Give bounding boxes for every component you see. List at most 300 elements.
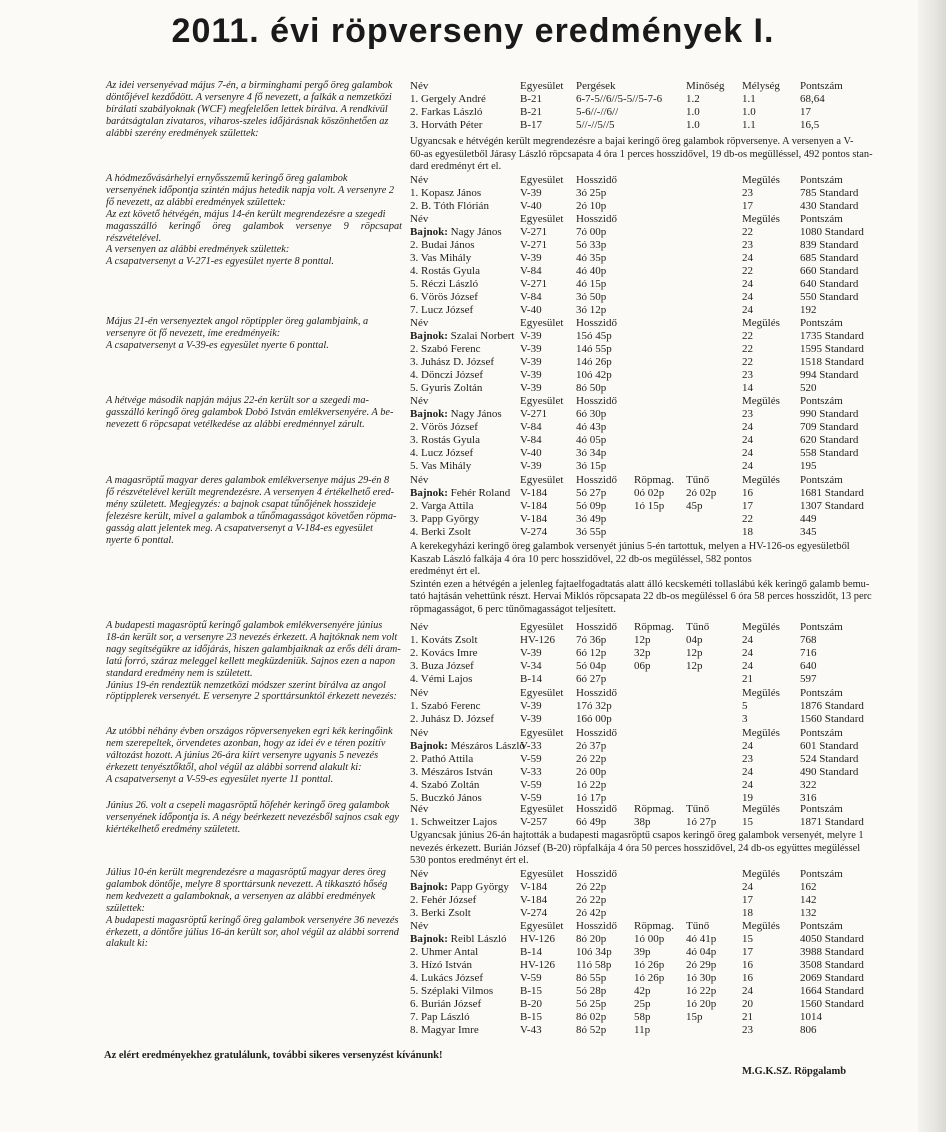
result-note: [410, 136, 890, 174]
table-row: [410, 959, 890, 972]
table-cell: 32p: [634, 647, 651, 659]
table-cell: 1014: [800, 1011, 822, 1023]
paragraph-line: Június 19-én rendeztük nemzetközi módszer szerint bírálva az angol: [106, 679, 386, 691]
table-cell: Pontszám: [800, 868, 843, 880]
table-cell: 15: [742, 816, 753, 828]
table-cell: 192: [800, 304, 817, 316]
table-cell: V-43: [520, 1024, 542, 1036]
table-cell: 1.0: [686, 106, 700, 118]
table-cell: 2ó 22p: [576, 753, 607, 765]
table-cell: 7. Pap László: [410, 1011, 470, 1023]
table-cell: Minőség: [686, 80, 725, 92]
table-cell: Pontszám: [800, 395, 843, 407]
table-cell: B-20: [520, 998, 542, 1010]
table-cell: 640: [800, 660, 817, 672]
table-row: [410, 972, 890, 985]
table-cell: 490 Standard: [800, 766, 859, 778]
table-cell: 6. Burián József: [410, 998, 482, 1010]
table-cell: 3. Buza József: [410, 660, 474, 672]
table-cell: Tűnő: [686, 474, 710, 486]
table-cell: 1ó 26p: [634, 959, 665, 971]
paragraph-line: A hétvége második napján május 22-én került sor a szegedi ma-: [106, 395, 369, 406]
table-cell: 839 Standard: [800, 239, 859, 251]
table-cell: 3508 Standard: [800, 959, 864, 971]
table-cell: 4ó 05p: [576, 434, 607, 446]
table-cell: V-39: [520, 647, 542, 659]
table-cell: 195: [800, 460, 817, 472]
table-cell: 1.1: [742, 119, 756, 131]
table-cell: 18: [742, 907, 753, 919]
table-cell: 322: [800, 779, 817, 791]
table-cell: V-59: [520, 972, 542, 984]
table-cell: 1560 Standard: [800, 998, 864, 1010]
table-cell: 2ó 02p: [686, 487, 717, 499]
table-row: [410, 187, 890, 200]
table-cell: Megülés: [742, 174, 780, 186]
table-cell: 8ó 02p: [576, 1011, 607, 1023]
paragraph-line: A hódmezővásárhelyi ernyősszemű keringő öreg galambok: [106, 173, 348, 184]
table-cell: 10ó 42p: [576, 369, 612, 381]
table-row: [410, 382, 890, 395]
table-cell: Név: [410, 803, 429, 815]
table-row: [410, 119, 890, 132]
table-row: [410, 881, 890, 894]
table-row: [410, 106, 890, 119]
table-cell: V-84: [520, 291, 542, 303]
table-row: [410, 946, 890, 959]
narrative-paragraph: [106, 316, 402, 352]
table-cell: 1. Kováts Zsolt: [410, 634, 478, 646]
paragraph-line: érkezett tenyésztőktől, ahol végül az alábbi sorrend alakult ki:: [106, 761, 362, 773]
table-cell: 23: [742, 1024, 753, 1036]
table-cell: Megülés: [742, 395, 780, 407]
paragraph-line: nem kedvezett a galamboknak, a versenyen az alábbi eredmények: [106, 890, 376, 902]
table-header-row: [410, 317, 890, 330]
table-cell: 430 Standard: [800, 200, 859, 212]
table-row: [410, 408, 890, 421]
table-cell: 1307 Standard: [800, 500, 864, 512]
table-cell: 1ó 27p: [686, 816, 717, 828]
table-cell: 4. Berki Zsolt: [410, 526, 471, 538]
table-row: [410, 239, 890, 252]
table-cell: Név: [410, 920, 429, 932]
narrative-paragraph: [106, 475, 402, 546]
result-note: [410, 541, 890, 616]
table-cell: 806: [800, 1024, 817, 1036]
table-cell: 8. Magyar Imre: [410, 1024, 479, 1036]
table-cell: 4050 Standard: [800, 933, 864, 945]
table-cell: 1876 Standard: [800, 700, 864, 712]
table-cell: 24: [742, 291, 753, 303]
table-row: [410, 330, 890, 343]
table-cell: Egyesület: [520, 687, 564, 699]
table-cell: Megülés: [742, 868, 780, 880]
table-cell: V-39: [520, 369, 542, 381]
note-line: nevezés érkezett. Burián József (B-20) röpfalkája 4 óra 50 perces hosszidővel, 24 db-os együttes megüléssel: [410, 842, 861, 854]
table-cell: 2. Pathó Attila: [410, 753, 474, 765]
table-cell: Pontszám: [800, 920, 843, 932]
table-cell: 17: [742, 200, 753, 212]
table-cell: 1ó 30p: [686, 972, 717, 984]
table-cell: 597: [800, 673, 817, 685]
table-cell: Egyesület: [520, 474, 564, 486]
table-cell: Röpmag.: [634, 621, 675, 633]
table-cell: 23: [742, 239, 753, 251]
table-cell: V-184: [520, 487, 548, 499]
table-cell: 1. Schweitzer Lajos: [410, 816, 498, 828]
note-line: dard eredményt ért el.: [410, 161, 502, 172]
table-cell: 6ó 27p: [576, 673, 607, 685]
table-cell: 14ó 26p: [576, 356, 612, 368]
table-cell: 5-6//-//6//: [576, 106, 619, 118]
table-cell: B-21: [520, 93, 542, 105]
table-cell: Röpmag.: [634, 803, 675, 815]
paragraph-line: Az idei versenyévad május 7-én, a birminghami pergő öreg galambok: [106, 80, 393, 91]
table-cell: 1560 Standard: [800, 713, 864, 725]
table-row: [410, 447, 890, 460]
table-cell: 4ó 43p: [576, 421, 607, 433]
table-row: [410, 226, 890, 239]
paragraph-line: röptipplerek versenyét. E versenyre 2 sporttársunktól érkezett nevezés:: [106, 691, 397, 703]
table-cell: Bajnok: Papp György: [410, 881, 509, 893]
table-cell: Név: [410, 174, 429, 186]
table-cell: 24: [742, 647, 753, 659]
table-cell: Egyesület: [520, 727, 564, 739]
table-cell: 1ó 17p: [576, 792, 607, 804]
table-row: [410, 933, 890, 946]
narrative-paragraph: [106, 800, 402, 836]
table-row: [410, 278, 890, 291]
table-cell: 24: [742, 278, 753, 290]
table-cell: Megülés: [742, 317, 780, 329]
table-cell: 17ó 32p: [576, 700, 612, 712]
table-cell: V-271: [520, 239, 548, 251]
table-cell: 768: [800, 634, 817, 646]
table-cell: 1ó 15p: [634, 500, 665, 512]
table-cell: 2ó 42p: [576, 907, 607, 919]
table-cell: 524 Standard: [800, 753, 859, 765]
table-cell: Hosszidő: [576, 395, 617, 407]
table-cell: Név: [410, 687, 429, 699]
note-line: 60-as egyesületből Járasy László röpcsapata 4 óra 1 perces hosszidővel, 19 db-os megülléssel, 492 pontos stan-: [410, 148, 873, 160]
table-cell: Bajnok: Fehér Roland: [410, 487, 511, 499]
paragraph-line: kiértékelhető eredmény született.: [106, 823, 241, 835]
narrative-paragraph: [106, 173, 402, 268]
table-cell: 5. Réczi László: [410, 278, 479, 290]
paragraph-line: galambok döntője, melyre 8 sporttársunk nevezett. A tikkasztó hőség: [106, 878, 388, 890]
table-cell: 22: [742, 356, 753, 368]
table-row: [410, 894, 890, 907]
table-cell: 24: [742, 434, 753, 446]
table-cell: 3ó 55p: [576, 526, 607, 538]
table-cell: 1ó 22p: [686, 985, 717, 997]
table-cell: 24: [742, 252, 753, 264]
table-cell: 3. Hízó István: [410, 959, 473, 971]
table-cell: Pontszám: [800, 621, 843, 633]
table-cell: 10ó 34p: [576, 946, 612, 958]
table-cell: Név: [410, 395, 429, 407]
table-cell: Hosszidő: [576, 803, 617, 815]
paragraph-line: versenyének időpontja szintén május hetedik napja volt. A versenyre 2: [106, 184, 395, 196]
paragraph-line: 18-án került sor, a versenyre 23 nevezés érkezett. A hajtóknak nem volt: [106, 631, 398, 643]
table-cell: B-15: [520, 985, 542, 997]
table-cell: B-21: [520, 106, 542, 118]
table-cell: 6ó 30p: [576, 408, 607, 420]
table-row: [410, 487, 890, 500]
table-cell: 5. Széplaki Vilmos: [410, 985, 494, 997]
table-header-row: [410, 621, 890, 634]
table-cell: B-17: [520, 119, 542, 131]
table-cell: Megülés: [742, 474, 780, 486]
table-row: [410, 766, 890, 779]
table-row: [410, 304, 890, 317]
table-row: [410, 998, 890, 1011]
table-cell: V-184: [520, 881, 548, 893]
table-cell: Egyesület: [520, 317, 564, 329]
table-cell: 162: [800, 881, 817, 893]
table-header-row: [410, 727, 890, 740]
table-cell: 1. Kopasz János: [410, 187, 482, 199]
table-cell: 14: [742, 382, 753, 394]
table-cell: 5. Gyuris Zoltán: [410, 382, 483, 394]
table-cell: Egyesület: [520, 395, 564, 407]
table-cell: 22: [742, 226, 753, 238]
table-cell: 06p: [634, 660, 651, 672]
paragraph-line: A versenyen az alábbi eredmények születtek:: [106, 244, 290, 256]
table-row: [410, 460, 890, 473]
table-row: [410, 985, 890, 998]
table-row: [410, 500, 890, 513]
paragraph-line: nevezett 6 röpcsapat vetélkedése az alábbi eredménnyel zárult.: [106, 418, 365, 430]
table-cell: 2. Farkas László: [410, 106, 483, 118]
table-cell: Tűnő: [686, 920, 710, 932]
table-cell: Tűnő: [686, 621, 710, 633]
table-cell: Röpmag.: [634, 920, 675, 932]
table-cell: 24: [742, 447, 753, 459]
table-cell: 7ó 00p: [576, 226, 607, 238]
table-cell: 2. Fehér József: [410, 894, 477, 906]
table-cell: 5ó 33p: [576, 239, 607, 251]
table-cell: V-59: [520, 792, 542, 804]
table-cell: 1735 Standard: [800, 330, 864, 342]
table-cell: 1ó 20p: [686, 998, 717, 1010]
table-cell: Hosszidő: [576, 474, 617, 486]
table-cell: 16ó 00p: [576, 713, 612, 725]
paragraph-line: versenyének időpontja is. A négy beérkezett nevezésből sajnos csak egy: [106, 811, 399, 823]
table-cell: 19: [742, 792, 753, 804]
table-cell: Mélység: [742, 80, 780, 92]
paragraph-line: születtek:: [106, 902, 145, 914]
table-cell: V-34: [520, 660, 542, 672]
note-line: Szintén ezen a hétvégén a jelenleg fajtaelfogadtatás alatt álló kecskeméti tollaslábú kék keringő galamb bemu-: [410, 578, 870, 590]
table-cell: Pontszám: [800, 727, 843, 739]
table-cell: 4. Lucz József: [410, 447, 474, 459]
note-line: tató hajtásán vehettünk részt. Hervai Miklós röpcsapata 22 db-os megüléssel 6 óra 58 perces hosszidőt, 13 perc: [410, 591, 872, 602]
paragraph-line: gasság alatt jelentek meg. A csapatversenyt a V-184-es egyesület: [106, 522, 373, 534]
table-cell: Pontszám: [800, 687, 843, 699]
table-cell: 16: [742, 972, 753, 984]
table-cell: 3988 Standard: [800, 946, 864, 958]
table-row: [410, 356, 890, 369]
table-row: [410, 343, 890, 356]
table-row: [410, 740, 890, 753]
table-cell: 1595 Standard: [800, 343, 864, 355]
table-cell: 8ó 55p: [576, 972, 607, 984]
table-cell: Pontszám: [800, 174, 843, 186]
table-cell: 15p: [686, 1011, 703, 1023]
table-cell: V-271: [520, 278, 548, 290]
table-row: [410, 200, 890, 213]
note-line: eredményt ért el.: [410, 566, 481, 577]
table-row: [410, 660, 890, 673]
table-cell: 132: [800, 907, 817, 919]
table-cell: 4ó 15p: [576, 278, 607, 290]
table-row: [410, 291, 890, 304]
table-cell: 4. Szabó Zoltán: [410, 779, 480, 791]
paragraph-line: A budapesti magasröptű keringő öreg galambok versenyére 36 nevezés: [106, 914, 399, 926]
table-cell: 24: [742, 881, 753, 893]
table-cell: 6-7-5//6//5-5//5-7-6: [576, 93, 663, 105]
table-cell: 24: [742, 766, 753, 778]
table-cell: Egyesület: [520, 868, 564, 880]
paragraph-line: nem szerepeltek, örvendetes azonban, hogy az idei év e téren pozitív: [106, 737, 386, 749]
paragraph-line: A csapatversenyt a V-59-es egyesület nyerte 11 ponttal.: [106, 773, 334, 785]
table-cell: 16,5: [800, 119, 820, 131]
table-cell: 2. Budai János: [410, 239, 475, 251]
paragraph-line: alakult ki:: [106, 938, 149, 950]
table-cell: Egyesület: [520, 803, 564, 815]
table-cell: B-15: [520, 1011, 542, 1023]
table-cell: Hosszidő: [576, 213, 617, 225]
table-cell: 3. Horváth Péter: [410, 119, 483, 131]
table-cell: Pontszám: [800, 213, 843, 225]
table-cell: 5ó 28p: [576, 985, 607, 997]
table-cell: 1ó 22p: [576, 779, 607, 791]
table-cell: 142: [800, 894, 817, 906]
table-cell: B-14: [520, 946, 542, 958]
table-header-row: [410, 474, 890, 487]
table-row: [410, 753, 890, 766]
table-cell: Név: [410, 317, 429, 329]
table-cell: 4ó 40p: [576, 265, 607, 277]
table-cell: V-84: [520, 265, 542, 277]
table-cell: 22: [742, 343, 753, 355]
table-header-row: [410, 920, 890, 933]
table-cell: V-184: [520, 513, 548, 525]
table-cell: Pontszám: [800, 474, 843, 486]
table-cell: Név: [410, 621, 429, 633]
table-cell: 5//-//5//5: [576, 119, 615, 131]
table-cell: 1. Gergely André: [410, 93, 486, 105]
table-cell: 17: [742, 946, 753, 958]
table-cell: Megülés: [742, 687, 780, 699]
table-cell: 660 Standard: [800, 265, 859, 277]
table-cell: Megülés: [742, 920, 780, 932]
table-cell: 12p: [634, 634, 651, 646]
table-row: [410, 647, 890, 660]
paragraph-line: felezésre került, mivel a galambok a tűnőmagasságot követően röpma-: [106, 510, 397, 522]
paragraph-line: A csapatversenyt a V-271-es egyesület nyerte 8 ponttal.: [106, 256, 334, 268]
paragraph-line: standard eredmény nem is született.: [106, 667, 253, 679]
table-cell: HV-126: [520, 959, 556, 971]
page-edge-shadow: [918, 0, 946, 1132]
table-cell: 4. Lukács József: [410, 972, 484, 984]
table-header-row: [410, 803, 890, 816]
table-row: [410, 1024, 890, 1037]
table-cell: 38p: [634, 816, 651, 828]
table-cell: Név: [410, 868, 429, 880]
table-cell: 15ó 45p: [576, 330, 612, 342]
table-row: [410, 369, 890, 382]
paragraph-line: magasszálló keringő öreg galambok versenye 9 röpcsapat részvételével.: [106, 220, 402, 244]
table-cell: HV-126: [520, 933, 556, 945]
table-cell: Megülés: [742, 213, 780, 225]
table-cell: Egyesület: [520, 920, 564, 932]
paragraph-line: Június 26. volt a csepeli magasröptű höfehér keringő öreg galambok: [106, 800, 390, 811]
table-cell: V-274: [520, 907, 548, 919]
table-cell: 18: [742, 526, 753, 538]
table-cell: 990 Standard: [800, 408, 859, 420]
table-cell: 1. Szabó Ferenc: [410, 700, 481, 712]
table-cell: 24: [742, 660, 753, 672]
table-cell: 3. Mészáros István: [410, 766, 493, 778]
table-cell: V-39: [520, 713, 542, 725]
table-cell: 4ó 41p: [686, 933, 717, 945]
table-cell: Pontszám: [800, 317, 843, 329]
table-cell: 12p: [686, 647, 703, 659]
table-row: [410, 907, 890, 920]
table-cell: 5ó 09p: [576, 500, 607, 512]
table-cell: 716: [800, 647, 817, 659]
table-cell: V-39: [520, 343, 542, 355]
note-line: 530 pontos eredményt ért el.: [410, 855, 529, 866]
table-cell: 23: [742, 753, 753, 765]
table-row: [410, 713, 890, 726]
table-cell: Név: [410, 213, 429, 225]
table-cell: 5ó 04p: [576, 660, 607, 672]
table-cell: V-33: [520, 766, 542, 778]
table-row: [410, 434, 890, 447]
table-cell: 16: [742, 487, 753, 499]
table-cell: Hosszidő: [576, 621, 617, 633]
paragraph-line: nyerte 6 ponttal.: [106, 534, 174, 546]
table-cell: 1080 Standard: [800, 226, 864, 238]
table-cell: V-39: [520, 382, 542, 394]
table-cell: Név: [410, 727, 429, 739]
table-cell: 1ó 26p: [634, 972, 665, 984]
table-cell: 21: [742, 673, 753, 685]
table-cell: Röpmag.: [634, 474, 675, 486]
table-cell: 2. Vörös József: [410, 421, 478, 433]
narrative-paragraph: [106, 726, 402, 786]
table-cell: HV-126: [520, 634, 556, 646]
table-cell: 5ó 25p: [576, 998, 607, 1010]
table-cell: V-274: [520, 526, 548, 538]
table-cell: Tűnő: [686, 803, 710, 815]
closing-remark: Az elért eredményekhez gratulálunk, további sikeres versenyzést kívánunk!: [104, 1050, 443, 1061]
paragraph-line: érkezett, a döntőre július 16-án került sor, ahol végül az alábbi sorrend: [106, 926, 399, 938]
table-cell: 8ó 20p: [576, 933, 607, 945]
table-cell: 21: [742, 1011, 753, 1023]
table-row: [410, 779, 890, 792]
table-cell: 22: [742, 265, 753, 277]
table-cell: 3ó 25p: [576, 187, 607, 199]
table-cell: 15: [742, 933, 753, 945]
table-cell: V-40: [520, 200, 542, 212]
narrative-paragraph: [106, 867, 402, 950]
table-cell: 558 Standard: [800, 447, 859, 459]
table-cell: 2069 Standard: [800, 972, 864, 984]
